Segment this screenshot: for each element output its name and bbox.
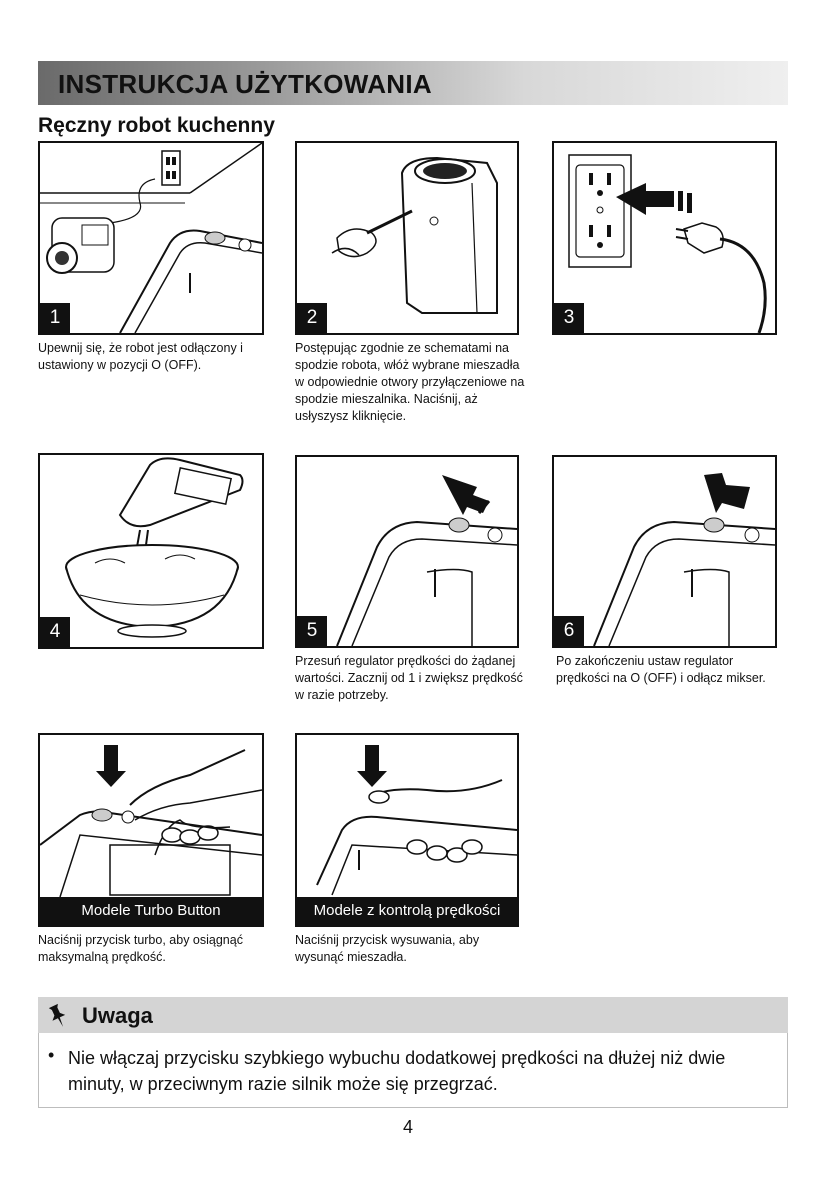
page-number: 4 — [403, 1117, 414, 1137]
step-3-number: 3 — [554, 303, 584, 333]
speed-slider-off-illustration — [554, 457, 775, 646]
turbo-button-caption: Naciśnij przycisk turbo, aby osiągnąć maksymalną prędkość. — [38, 933, 243, 964]
speed-control-model-label: Modele z kontrolą prędkości — [297, 897, 517, 925]
step-6-caption: Po zakończeniu ustaw regulator prędkości na O (OFF) i odłącz mikser. — [556, 654, 766, 685]
step-4-panel — [38, 453, 264, 649]
step-4-number: 4 — [40, 617, 70, 647]
insert-beaters-illustration — [297, 143, 517, 333]
mixing-bowl-illustration — [40, 455, 262, 647]
step-6-panel — [552, 455, 777, 648]
note-bullet: • — [48, 1045, 55, 1065]
step-1-caption: Upewnij się, że robot jest odłączony i ustawiony w pozycji O (OFF). — [38, 341, 243, 372]
step-1-number: 1 — [40, 303, 70, 333]
speed-slider-up-illustration — [297, 457, 517, 646]
arrow-down-icon — [96, 771, 126, 787]
step-2-panel — [295, 141, 519, 335]
speed-control-caption: Naciśnij przycisk wysuwania, aby wysunąć mieszadła. — [295, 933, 480, 964]
arrow-down-right-icon — [704, 473, 750, 513]
page-subtitle: Ręczny robot kuchenny — [38, 114, 275, 137]
pushpin-icon — [46, 1003, 70, 1029]
arrow-down-icon — [357, 771, 387, 787]
step-3-panel — [552, 141, 777, 335]
step-5-panel — [295, 455, 519, 648]
step-2-caption: Postępując zgodnie ze schematami na spodzie robota, włóż wybrane mieszadła w odpowiednie otwory przyłączeniowe na spodzie mieszalnika. Naciśnij, aż usłyszysz kliknięcie. — [295, 341, 525, 423]
turbo-button-model-label: Modele Turbo Button — [40, 897, 262, 925]
step-6-number: 6 — [554, 616, 584, 646]
step-5-number: 5 — [297, 616, 327, 646]
speed-control-model-panel — [295, 733, 519, 927]
turbo-button-model-panel — [38, 733, 264, 927]
page-title: INSTRUKCJA UŻYTKOWANIA — [58, 69, 432, 99]
note-text: Nie włączaj przycisku szybkiego wybuchu dodatkowej prędkości na dłużej niż dwie minuty, w przeciwnym razie silnik może się przegrzać. — [68, 1048, 726, 1094]
step-2-number: 2 — [297, 303, 327, 333]
step-5-caption: Przesuń regulator prędkości do żądanej wartości. Zacznij od 1 i zwiększ prędkość w razie potrzeby. — [295, 654, 523, 702]
step-1-panel — [38, 141, 264, 335]
plug-in-illustration — [554, 143, 775, 333]
unplugged-mixer-illustration — [40, 143, 262, 333]
note-title: Uwaga — [82, 1003, 153, 1028]
